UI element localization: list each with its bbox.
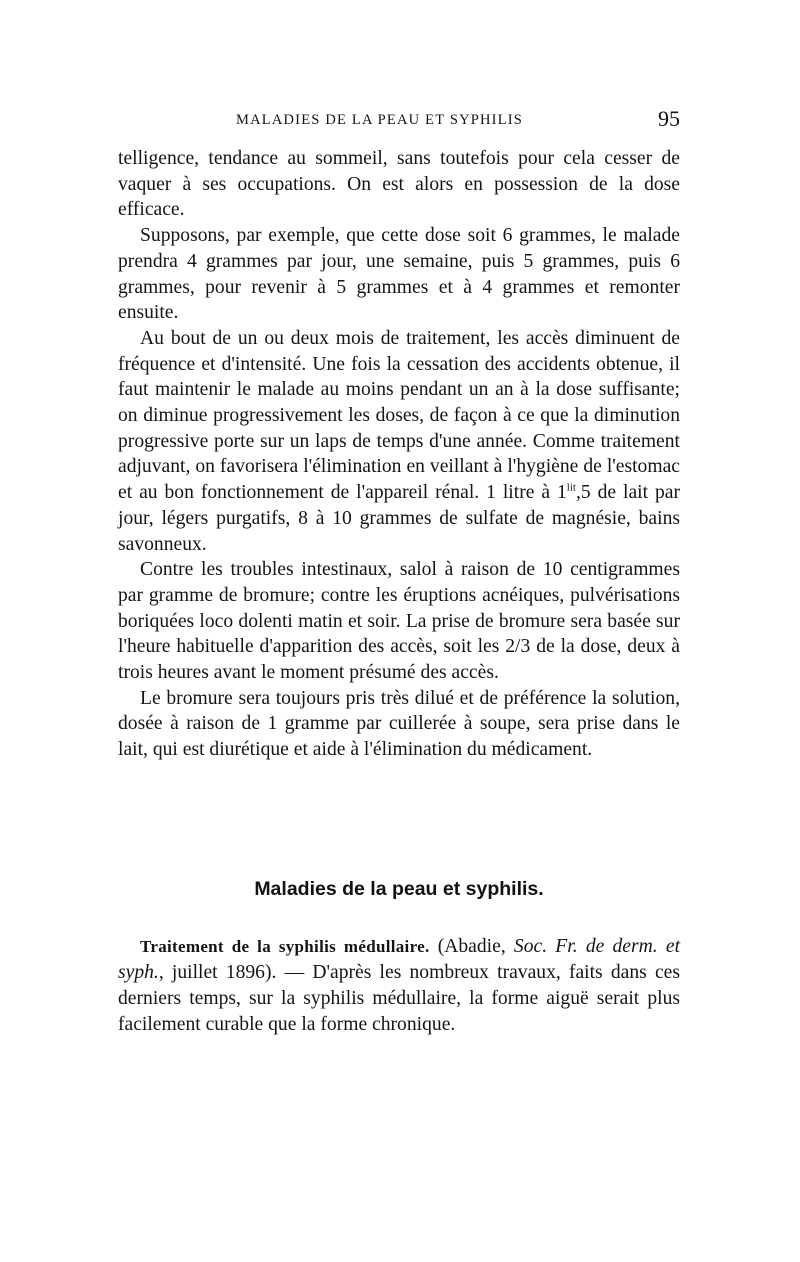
paragraph-2: Supposons, par exemple, que cette dose soit 6 grammes, le malade prendra 4 grammes par jour, une semaine, puis 5 grammes, puis 6 grammes, pour revenir à 5 grammes et à 4 grammes et remonter ensuite. [118,225,680,324]
paragraph-3-superscript: lit [566,481,576,494]
paragraph-5: Le bromure sera toujours pris très dilué et de préférence la solution, dosée à raison de 1 gramme par cuillerée à soupe, sera prise dans le lait, qui est diurétique et aide à l'élimination du médicament. [118,687,680,761]
paragraph-3-text-b: ,5 de lait par jour, légers purgatifs, 8 à 10 grammes de sulfate de magnésie, bains savonneux. [118,482,680,555]
paragraph-1: telligence, tendance au sommeil, sans toutefois pour cela cesser de vaquer à ses occupations. On est alors en possession de la dose efficace. [118,148,680,221]
page-number: 95 [658,106,680,131]
running-title: MALADIES DE LA PEAU ET SYPHILIS [236,112,524,128]
article-journal: Soc. Fr. de derm. et syph. [118,936,681,983]
running-header [118,106,680,142]
article-entry [118,934,680,1038]
paragraph-3 [118,326,680,557]
article-text: — D'après les nombreux travaux, faits dans ces derniers temps, sur la syphilis médullaire, la forme aiguë serait plus facilement curable que la forme chronique. [118,962,680,1035]
section-title: Maladies de la peau et syphilis. [254,878,544,900]
paragraph-3-text-a: Au bout de un ou deux mois de traitement, les accès diminuent de fréquence et d'intensité. Une fois la cessation des accidents obtenue, il faut maintenir le malade au moins pendant un an à la dose suffisante; on diminue progressivement les doses, de façon à ce que la diminution progressive porte sur un laps de temps d'une année. Comme traitement adjuvant, on favorisera l'élimination en veillant à l'hygiène de l'estomac et au bon fonctionnement de l'appareil rénal. 1 litre à 1 [118,327,680,504]
article-paragraph [118,934,680,1038]
main-text [118,146,680,763]
article-date: , juillet 1896). [158,962,277,983]
paragraph-4: Contre les troubles intestinaux, salol à raison de 10 centigrammes par gramme de bromure; contre les éruptions acnéiques, pulvérisations boriquées loco dolenti matin et soir. La prise de bromure sera basée sur l'heure habituelle d'apparition des accès, soit les 2/3 de la dose, deux à trois heures avant le moment présumé des accès. [118,559,680,684]
article-heading: Traitement de la syphilis médullaire. [140,937,430,956]
article-ref-open: (Abadie, [429,936,514,957]
